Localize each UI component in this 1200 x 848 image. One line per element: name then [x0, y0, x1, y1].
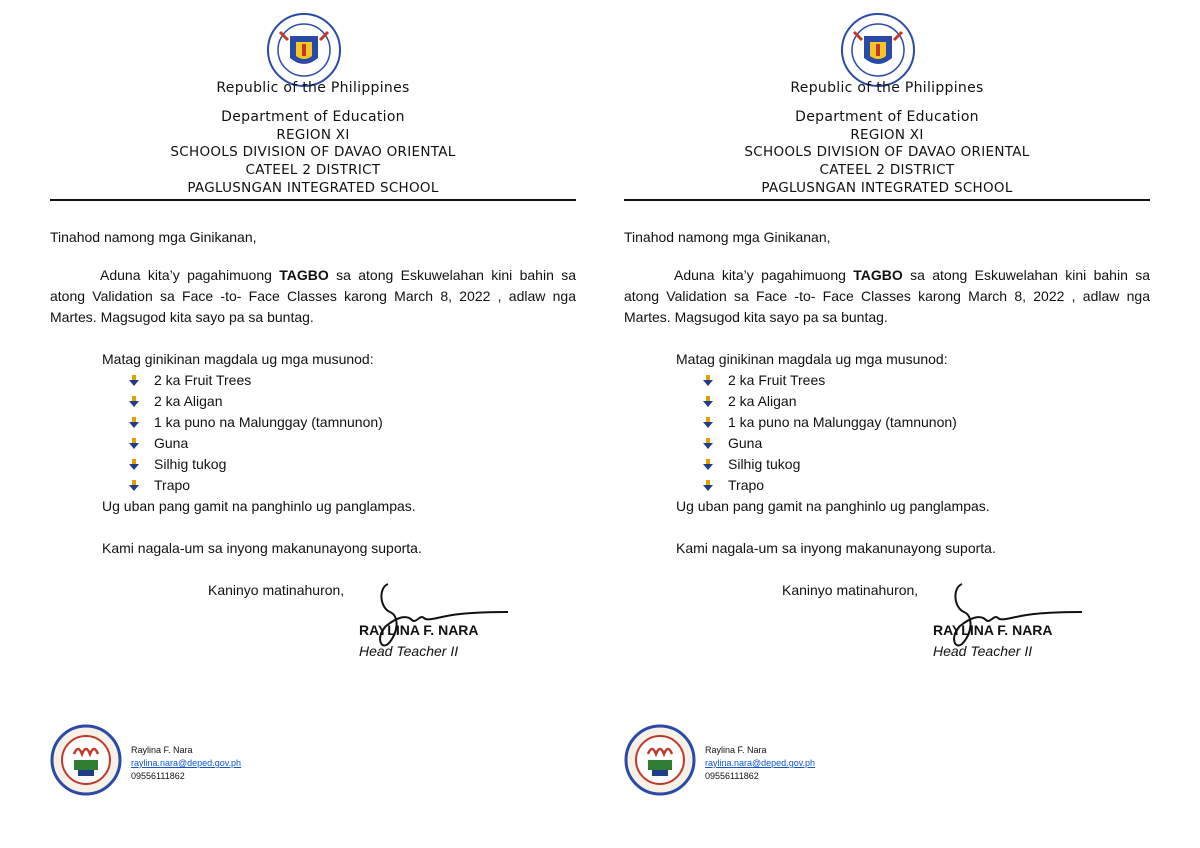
- signatory-name: RAYLINA F. NARA: [933, 622, 1053, 638]
- item-label: Trapo: [154, 477, 191, 493]
- list-item: [702, 433, 957, 454]
- items-closing: Ug uban pang gamit na panghinlo ug panglampas.: [102, 498, 416, 514]
- school-line: PAGLUSNGAN INTEGRATED SCHOOL: [187, 180, 439, 196]
- signature-icon: [924, 574, 1084, 654]
- item-label: 1 ka puno na Malunggay (tamnunon): [154, 414, 383, 430]
- arrow-bullet-icon: [702, 438, 714, 450]
- signatory-title: Head Teacher II: [359, 643, 459, 659]
- school-line: PAGLUSNGAN INTEGRATED SCHOOL: [761, 180, 1013, 196]
- arrow-bullet-icon: [702, 417, 714, 429]
- arrow-bullet-icon: [128, 375, 140, 387]
- contact-phone: 09556111862: [131, 771, 185, 781]
- arrow-bullet-icon: [702, 375, 714, 387]
- division-line: SCHOOLS DIVISION OF DAVAO ORIENTAL: [170, 144, 456, 160]
- division-line: SCHOOLS DIVISION OF DAVAO ORIENTAL: [744, 144, 1030, 160]
- arrow-bullet-icon: [128, 396, 140, 408]
- department-line: Department of Education: [221, 109, 405, 125]
- item-label: Trapo: [728, 477, 765, 493]
- arrow-bullet-icon: [128, 417, 140, 429]
- item-label: Silhig tukog: [154, 456, 227, 472]
- arrow-bullet-icon: [702, 480, 714, 492]
- arrow-bullet-icon: [702, 459, 714, 471]
- district-line: CATEEL 2 DISTRICT: [819, 162, 955, 178]
- thanks-line: Kami nagala-um sa inyong makanunayong suporta.: [102, 540, 422, 556]
- para-bold: TAGBO: [279, 267, 329, 283]
- valediction: Kaninyo matinahuron,: [782, 582, 919, 598]
- arrow-bullet-icon: [128, 438, 140, 450]
- list-item: [128, 412, 383, 433]
- para-before: Aduna kita’y pagahimuong: [100, 267, 280, 283]
- greeting: Tinahod namong mga Ginikanan,: [624, 229, 831, 245]
- contact-name: Raylina F. Nara: [705, 745, 767, 755]
- item-label: 2 ka Fruit Trees: [728, 372, 826, 388]
- announcement-paragraph: [50, 265, 576, 328]
- contact-email-link[interactable]: raylina.nara@deped.gov.ph: [705, 758, 816, 768]
- department-line: Department of Education: [795, 109, 979, 125]
- item-label: 1 ka puno na Malunggay (tamnunon): [728, 414, 957, 430]
- arrow-bullet-icon: [128, 480, 140, 492]
- item-label: Guna: [728, 435, 763, 451]
- republic-line: Republic of the Philippines: [216, 80, 410, 96]
- letter-copy-left: [50, 0, 624, 848]
- items-list: [702, 370, 957, 496]
- items-list: [128, 370, 383, 496]
- signatory-name: RAYLINA F. NARA: [359, 622, 479, 638]
- list-item: [702, 370, 957, 391]
- para-after: sa atong Eskuwelahan kini bahin sa atong Validation sa Face -to- Face Classes karong March 8, 2022 , adlaw nga Martes. Magsugod kita sayo pa sa buntag.: [50, 267, 576, 325]
- items-intro: Matag ginikinan magdala ug mga musunod:: [676, 351, 948, 367]
- district-line: CATEEL 2 DISTRICT: [245, 162, 381, 178]
- arrow-bullet-icon: [128, 459, 140, 471]
- republic-line: Republic of the Philippines: [790, 80, 984, 96]
- region-line: REGION XI: [276, 127, 350, 143]
- item-label: 2 ka Fruit Trees: [154, 372, 252, 388]
- list-item: [702, 391, 957, 412]
- valediction: Kaninyo matinahuron,: [208, 582, 345, 598]
- signatory-title: Head Teacher II: [933, 643, 1033, 659]
- contact-email-link[interactable]: raylina.nara@deped.gov.ph: [131, 758, 242, 768]
- list-item: [128, 454, 383, 475]
- school-seal-icon: [624, 724, 696, 796]
- para-bold: TAGBO: [853, 267, 903, 283]
- header-divider: [50, 199, 576, 201]
- list-item: [128, 433, 383, 454]
- list-item: [702, 412, 957, 433]
- contact-name: Raylina F. Nara: [131, 745, 193, 755]
- item-label: Silhig tukog: [728, 456, 801, 472]
- announcement-paragraph: [624, 265, 1150, 328]
- deped-seal-icon: [840, 12, 916, 88]
- item-label: 2 ka Aligan: [154, 393, 223, 409]
- items-closing: Ug uban pang gamit na panghinlo ug panglampas.: [676, 498, 990, 514]
- school-seal-icon: [50, 724, 122, 796]
- signature-icon: [350, 574, 510, 654]
- greeting: Tinahod namong mga Ginikanan,: [50, 229, 257, 245]
- para-after: sa atong Eskuwelahan kini bahin sa atong Validation sa Face -to- Face Classes karong March 8, 2022 , adlaw nga Martes. Magsugod kita sayo pa sa buntag.: [624, 267, 1150, 325]
- para-before: Aduna kita’y pagahimuong: [674, 267, 854, 283]
- item-label: 2 ka Aligan: [728, 393, 797, 409]
- list-item: [128, 370, 383, 391]
- arrow-bullet-icon: [702, 396, 714, 408]
- contact-phone: 09556111862: [705, 771, 759, 781]
- region-line: REGION XI: [850, 127, 924, 143]
- deped-seal-icon: [266, 12, 342, 88]
- list-item: [128, 475, 383, 496]
- thanks-line: Kami nagala-um sa inyong makanunayong suporta.: [676, 540, 996, 556]
- letter-copy-right: [624, 0, 1198, 848]
- items-intro: Matag ginikinan magdala ug mga musunod:: [102, 351, 374, 367]
- list-item: [702, 475, 957, 496]
- list-item: [128, 391, 383, 412]
- item-label: Guna: [154, 435, 189, 451]
- header-divider: [624, 199, 1150, 201]
- list-item: [702, 454, 957, 475]
